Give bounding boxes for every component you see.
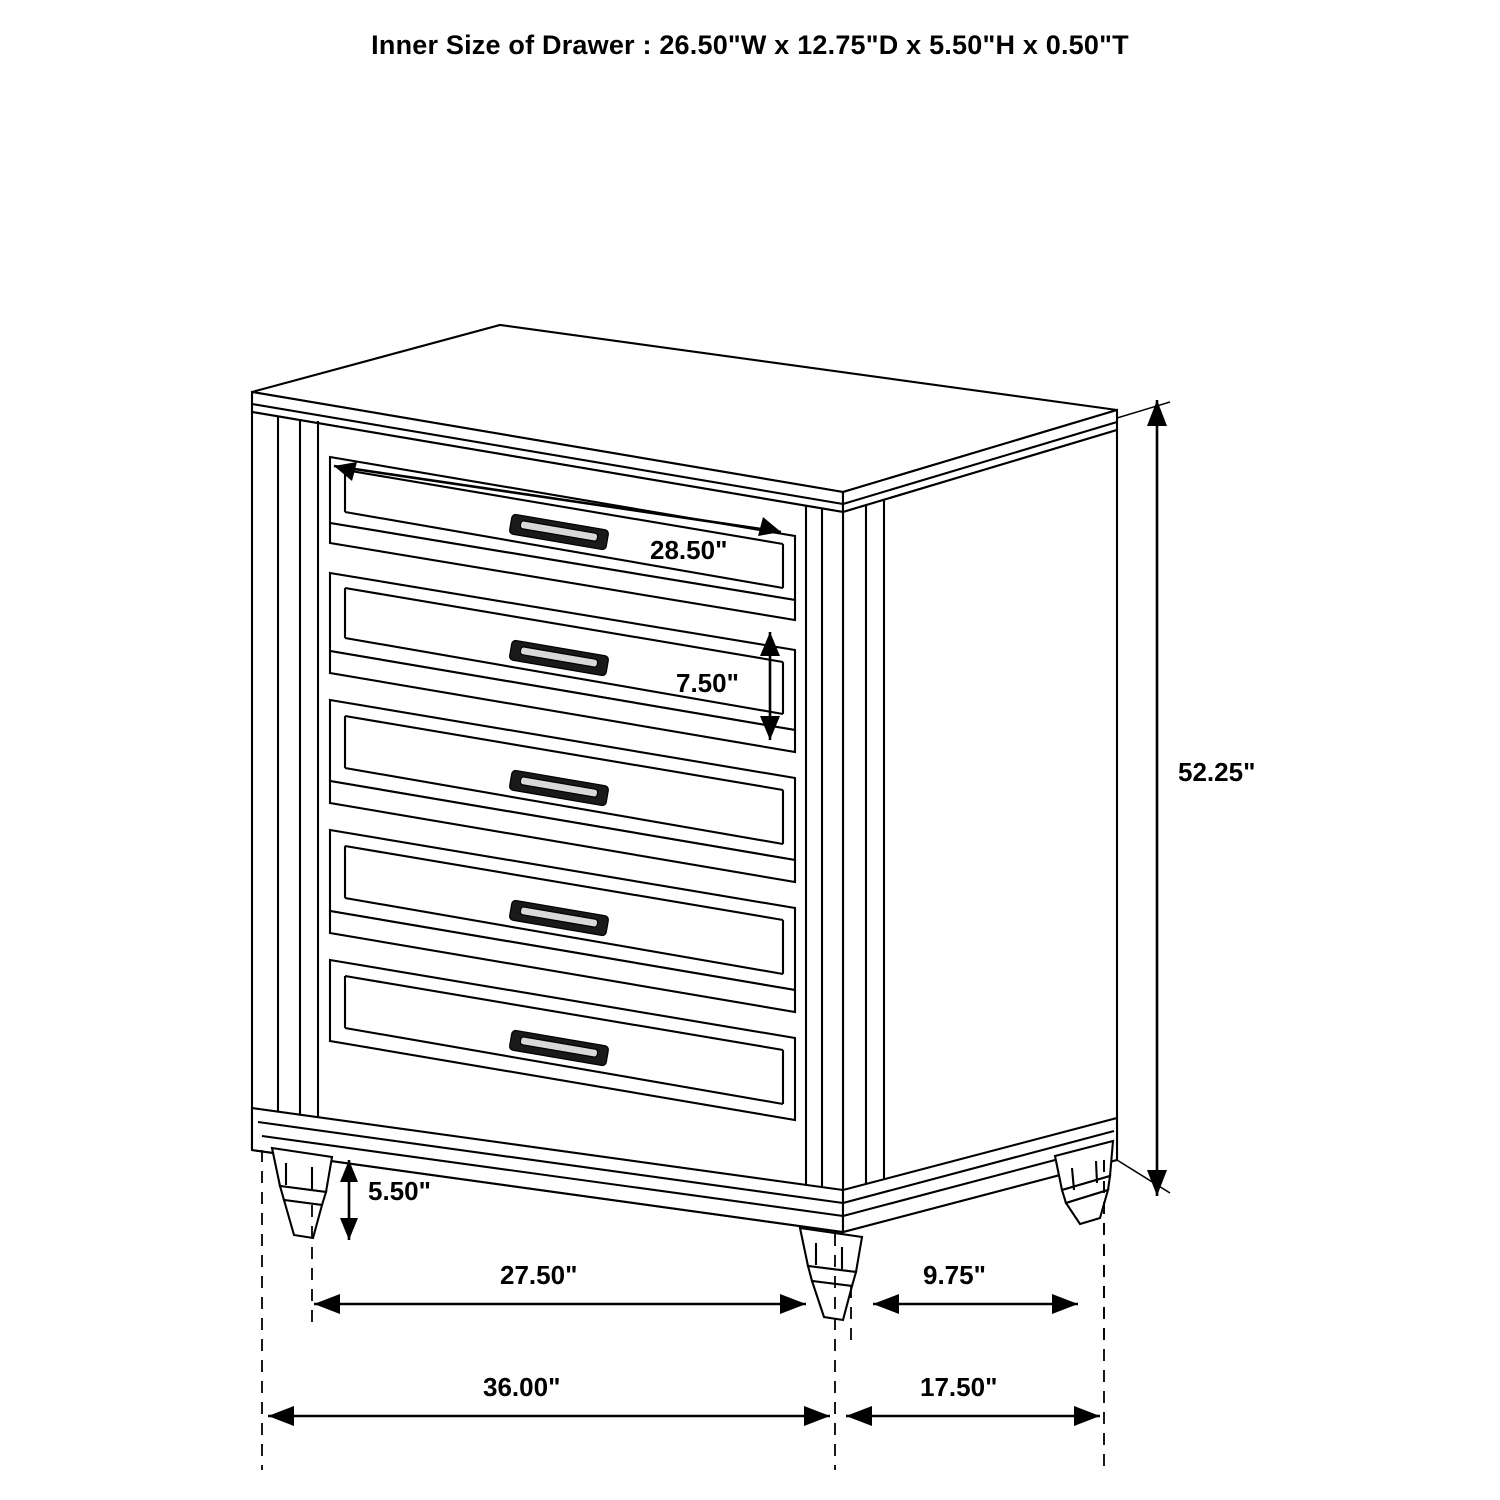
- dimension-label-leg-height: 5.50": [368, 1176, 431, 1206]
- dimension-label-front-inner-width: 27.50": [500, 1260, 578, 1290]
- dimension-label-drawer-front-height: 7.50": [676, 668, 739, 698]
- leg-front-left: [272, 1148, 332, 1238]
- dimension-label-overall-height: 52.25": [1178, 757, 1256, 787]
- chest-right-side-panel: [836, 430, 1117, 1234]
- dimension-27-50: [314, 1294, 806, 1314]
- dimension-label-side-inner-depth: 9.75": [923, 1260, 986, 1290]
- dimension-label-drawer-front-width: 28.50": [650, 535, 728, 565]
- page-title: Inner Size of Drawer : 26.50"W x 12.75"D x 5.50"H x 0.50"T: [371, 30, 1129, 60]
- dimension-5-50: [340, 1160, 358, 1240]
- leg-front-right: [800, 1228, 862, 1320]
- dimension-label-overall-width: 36.00": [483, 1372, 561, 1402]
- dimension-9-75: [873, 1294, 1078, 1314]
- dimension-label-overall-depth: 17.50": [920, 1372, 998, 1402]
- dimension-36-00: [268, 1406, 830, 1426]
- dimension-52-25: [1117, 400, 1170, 1196]
- dimension-17-50: [846, 1406, 1100, 1426]
